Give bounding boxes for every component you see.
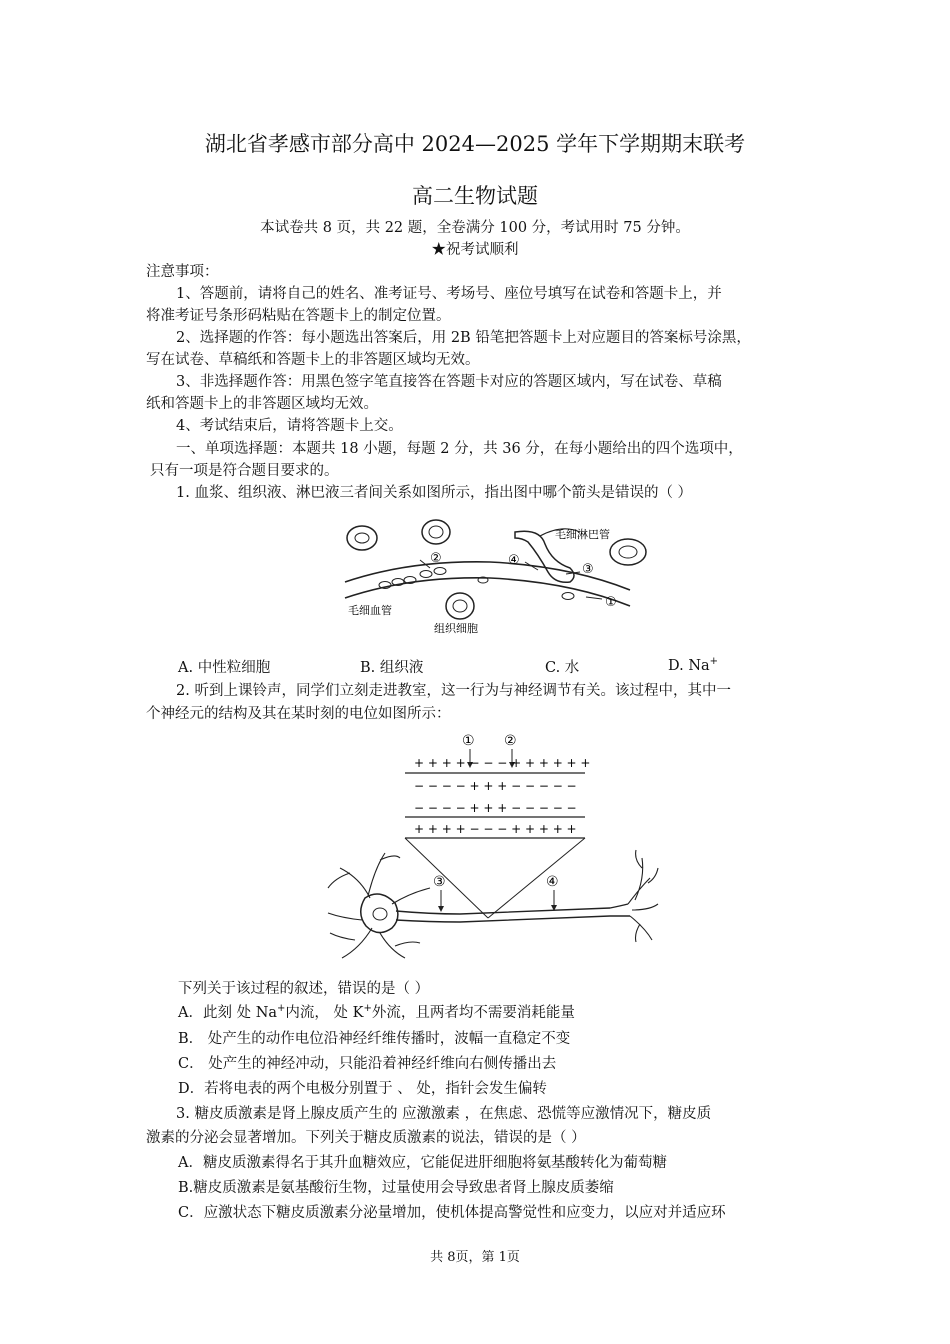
tissue-cell-label: 组织细胞 — [434, 622, 478, 635]
exam-title: 湖北省孝感市部分高中 2024—2025 学年下学期期末联考 — [204, 132, 746, 156]
q3-option-c: C．应激状态下糖皮质激素分泌量增加，使机体提高警觉性和应变力，以应对并适应环 — [178, 1205, 726, 1221]
q2-marker-2: ② — [504, 733, 517, 749]
q1-option-b: B. 组织液 — [360, 660, 424, 676]
q1-marker-3: ③ — [582, 562, 594, 577]
note-3-line-2: 纸和答题卡上的非答题区域均无效。 — [146, 396, 378, 412]
page-footer: 共 8页，第 1页 — [430, 1250, 520, 1265]
lymph-capillary-label: 毛细淋巴管 — [555, 528, 610, 541]
q2-marker-1: ① — [462, 733, 475, 749]
q2-option-c: C． 处产生的神经冲动，只能沿着神经纤维向右侧传播出去 — [178, 1056, 557, 1072]
q1-stem: 1. 血浆、组织液、淋巴液三者间关系如图所示，指出图中哪个箭头是错误的（ ） — [176, 485, 693, 501]
charge-row-4: + + + + − − − + + + + + — [414, 822, 577, 836]
exam-subtitle: 高二生物试题 — [412, 184, 538, 208]
q1-option-a: A. 中性粒细胞 — [178, 660, 271, 676]
charge-row-1: + + + + − − − + + + + + + — [414, 756, 591, 770]
q2-option-a: A．此刻 处 Na+内流， 处 K+外流，且两者均不需要消耗能量 — [178, 1003, 575, 1021]
q1-option-d: D. Na+ — [668, 656, 719, 674]
q3-option-b: B.糖皮质激素是氨基酸衍生物，过量使用会导致患者肾上腺皮质萎缩 — [178, 1180, 614, 1196]
q3-stem-line-1: 3. 糖皮质激素是肾上腺皮质产生的 应激激素 ，在焦虑、恐慌等应激情况下，糖皮质 — [176, 1106, 712, 1122]
note-1-line-2: 将准考证号条形码粘贴在答题卡上的制定位置。 — [146, 308, 451, 324]
q1-figure — [330, 510, 660, 635]
note-1-line-1: 1、答题前，请将自己的姓名、准考证号、考场号、座位号填写在试卷和答题卡上，并 — [176, 286, 722, 302]
q2-marker-3: ③ — [433, 874, 446, 890]
blood-capillary-label: 毛细血管 — [348, 604, 392, 617]
section-1-line-2: 只有一项是符合题目要求的。 — [150, 463, 339, 479]
q2-stem-line-1: 2. 听到上课铃声，同学们立刻走进教室，这一行为与神经调节有关。该过程中，其中一 — [176, 683, 731, 699]
exam-info: 本试卷共 8 页，共 22 题，全卷满分 100 分，考试用时 75 分钟。 — [260, 220, 690, 236]
q1-marker-1: ① — [605, 595, 617, 610]
q2-stem-line-2: 个神经元的结构及其在某时刻的电位如图所示： — [146, 706, 451, 722]
q2-option-b: B． 处产生的动作电位沿神经纤维传播时，波幅一直稳定不变 — [178, 1031, 571, 1047]
note-3-line-1: 3、非选择题作答：用黑色签字笔直接答在答题卡对应的答题区域内，写在试卷、草稿 — [176, 374, 722, 390]
q3-stem-line-2: 激素的分泌会显著增加。下列关于糖皮质激素的说法，错误的是（ ） — [146, 1130, 586, 1146]
note-2-line-2: 写在试卷、草稿纸和答题卡上的非答题区域均无效。 — [146, 352, 480, 368]
q2-option-d: D．若将电表的两个电极分别置于 、 处，指针会发生偏转 — [178, 1081, 547, 1097]
q2-question: 下列关于该过程的叙述，错误的是（ ） — [178, 981, 430, 997]
q1-marker-4: ④ — [508, 553, 520, 568]
q1-marker-2: ② — [430, 551, 442, 566]
charge-row-2: − − − − + + + − − − − − — [414, 779, 577, 793]
note-2-line-1: 2、选择题的作答：每小题选出答案后，用 2B 铅笔把答题卡上对应题目的答案标号涂黑， — [176, 330, 751, 346]
exam-wish: ★祝考试顺利 — [431, 242, 519, 258]
q1-option-c: C. 水 — [545, 660, 580, 676]
section-1-line-1: 一、单项选择题：本题共 18 小题，每题 2 分，共 36 分，在每小题给出的四个选项中， — [176, 441, 743, 457]
charge-row-3: − − − − + + + − − − − − — [414, 801, 577, 815]
q2-figure — [320, 728, 660, 970]
q3-option-a: A．糖皮质激素得名于其升血糖效应，它能促进肝细胞将氨基酸转化为葡萄糖 — [178, 1155, 667, 1171]
note-4: 4、考试结束后，请将答题卡上交。 — [176, 418, 403, 434]
q2-marker-4: ④ — [546, 874, 559, 890]
notes-heading: 注意事项： — [146, 264, 219, 280]
